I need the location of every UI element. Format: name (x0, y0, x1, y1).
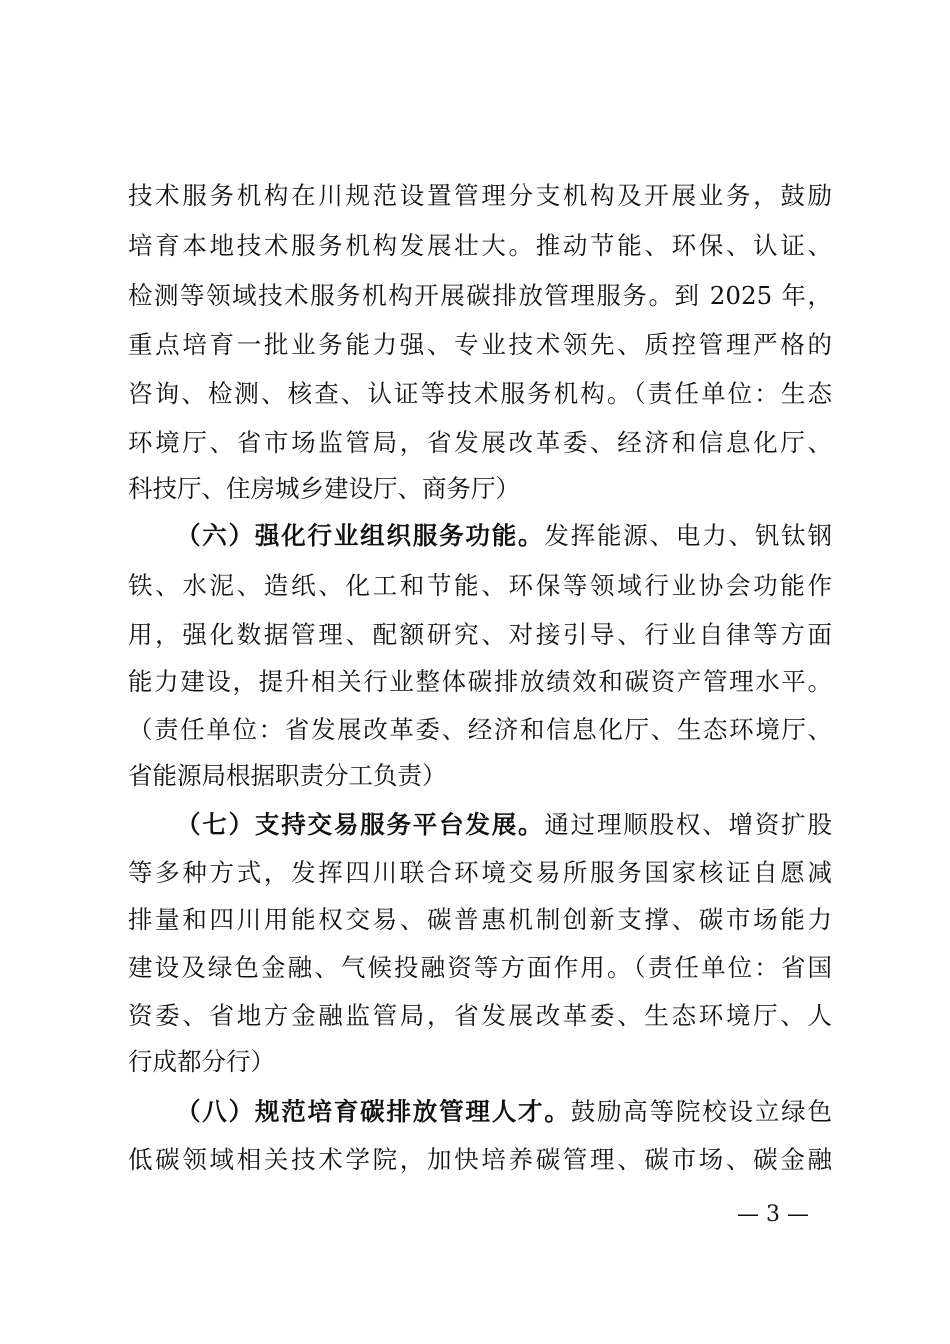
body-line: 等多种方式，发挥四川联合环境交易所服务国家核证自愿减 (128, 858, 832, 887)
section-6-first-line-text: 发挥能源、电力、钒钛钢 (544, 521, 832, 550)
body-line: 咨询、检测、核查、认证等技术服务机构。（责任单位：生态 (128, 379, 832, 408)
body-line: 技术服务机构在川规范设置管理分支机构及开展业务，鼓励 (128, 181, 832, 210)
body-line: 排量和四川用能权交易、碳普惠机制创新支撑、碳市场能力 (128, 905, 832, 934)
body-line: 铁、水泥、造纸、化工和节能、环保等领域行业协会功能作 (128, 571, 832, 600)
body-line: 低碳领域相关技术学院，加快培养碳管理、碳市场、碳金融 (128, 1145, 832, 1174)
section-6-heading: （六）强化行业组织服务功能。 (176, 521, 545, 550)
section-7-first-line-text: 通过理顺股权、增资扩股 (544, 810, 832, 839)
section-8-heading: （八）规范培育碳排放管理人才。 (176, 1097, 571, 1126)
section-6-first-line (176, 516, 832, 556)
body-line: 用，强化数据管理、配额研究、对接引导、行业自律等方面 (128, 620, 832, 649)
section-8-first-line-text: 鼓励高等院校设立绿色 (570, 1097, 832, 1126)
section-7-heading: （七）支持交易服务平台发展。 (176, 810, 545, 839)
section-7-first-line (176, 805, 832, 845)
body-line: 检测等领域技术服务机构开展碳排放管理服务。到 2025 年， (128, 281, 832, 310)
body-line: 培育本地技术服务机构发展壮大。推动节能、环保、认证、 (128, 231, 832, 260)
body-line: 行成都分行） (128, 1047, 275, 1076)
body-line: 省能源局根据职责分工负责） (128, 761, 447, 790)
body-line: 重点培育一批业务能力强、专业技术领先、质控管理严格的 (128, 330, 832, 359)
body-line: 科技厅、住房城乡建设厅、商务厅） (128, 474, 520, 503)
body-line: 资委、省地方金融监管局，省发展改革委、生态环境厅、人 (128, 1001, 832, 1030)
body-line: 环境厅、省市场监管局，省发展改革委、经济和信息化厅、 (128, 428, 832, 457)
body-line: 建设及绿色金融、气候投融资等方面作用。（责任单位：省国 (128, 953, 832, 982)
body-line: 能力建设，提升相关行业整体碳排放绩效和碳资产管理水平。 (128, 667, 832, 696)
body-line: （责任单位：省发展改革委、经济和信息化厅、生态环境厅、 (128, 715, 832, 744)
section-8-first-line (176, 1092, 832, 1132)
page-number: — 3 — (737, 1202, 809, 1227)
